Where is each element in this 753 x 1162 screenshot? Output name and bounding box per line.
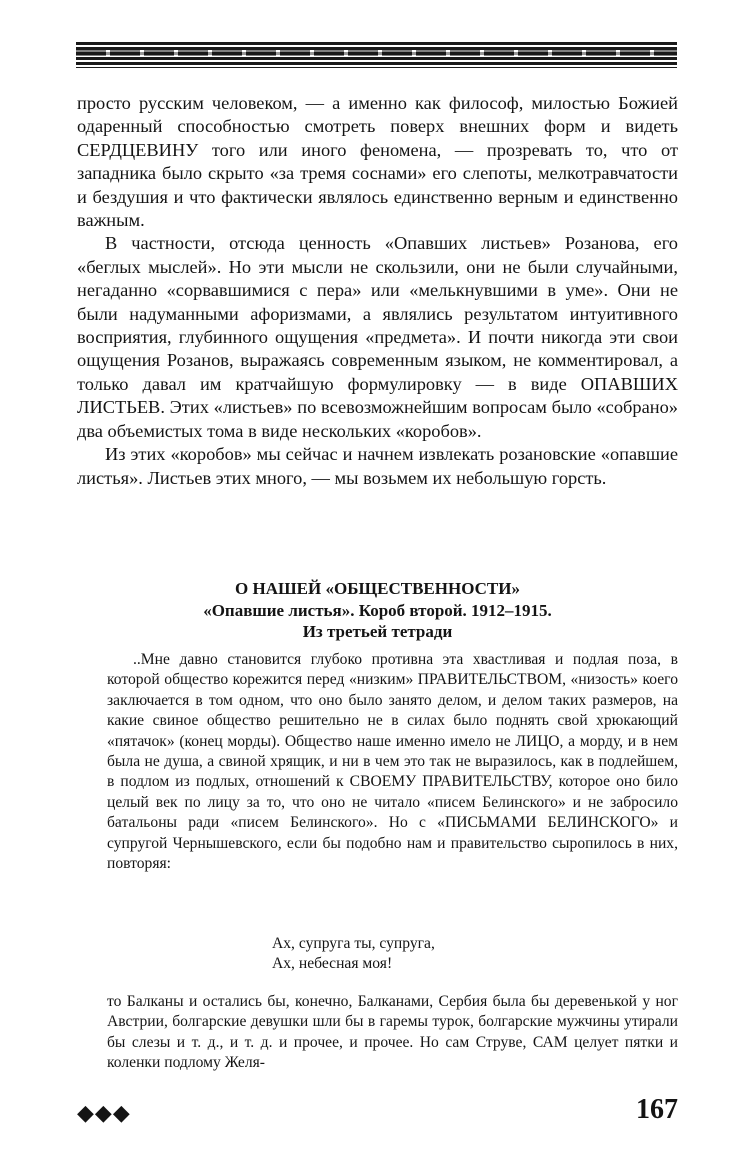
section-source: «Опавшие листья». Короб второй. 1912–1915. [203, 600, 552, 620]
paragraph: Из этих «коробов» мы сейчас и начнем извлекать розановские «опавшие листья». Листьев этих много, — мы возьмем их небольшую горсть. [77, 444, 678, 488]
quote-continuation [107, 992, 678, 1074]
paragraph: В частности, отсюда ценность «Опавших листьев» Розанова, его «беглых мыслей». Но эти мысли не скользили, они не были случайными, негаданно «сорвавшимися с пера» или «мелькнувшими в уме». Они не были надуманными афоризмами, а являлись результатом интуитивного восприятия, глубинного ощущения «предмета». И почти никогда эти свои ощущения Розанов, выражаясь современным языком, не комментировал, а только давал им кратчайшую формулировку — в виде ОПАВШИХ ЛИСТЬЕВ. Этих «листьев» по всевозможнейшим вопросам было «собрано» два объемистых тома в виде нескольких «коробов». [77, 233, 678, 441]
section-title: О НАШЕЙ «ОБЩЕСТВЕННОСТИ» [235, 579, 520, 598]
paragraph: просто русским человеком, — а именно как философ, милостью Божией одаренный способностью смотреть поверх внешних форм и видеть СЕРДЦЕВИНУ того или иного феномена, — прозревать то, что от западника было скрыто «за тремя соснами» его слепоты, мелкотравчатости и бездушия и что фактически являлось единственно верным и единственно важным. [77, 93, 678, 231]
main-text [77, 92, 678, 490]
section-notebook: Из третьей тетради [302, 622, 453, 641]
page-number: 167 [636, 1094, 678, 1125]
quote-paragraph: то Балканы и остались бы, конечно, Балканами, Сербия была бы деревенькой у ног Австрии, болгарские девушки шли бы в гаремы турок, болгарские мужчины утирали бы слезы и т. д., и т. д. и прочее, и прочее. Но сам Струве, САМ целует пятки и коленки подлому Желя- [107, 993, 678, 1072]
verse-line: Ах, супруга ты, супруга, [272, 935, 435, 952]
quote-paragraph: ..Мне давно становится глубоко противна эта хвастливая и подлая поза, в которой общество корежится перед «низким» ПРАВИТЕЛЬСТВОМ, «низость» коего заключается в том одном, что оно было занято делом, и делом таких размеров, на какие свиное общество решительно не в силах было поднять свой хрюкающий «пятачок» (конец морды). Общество наше именно имело не ЛИЦО, а морду, и в нем была не душа, а свиной хрящик, и ни в чем это так не выразилось, как в подлейшем, в подлом из подлых, отношений к СВОЕМУ ПРАВИТЕЛЬСТВУ, которое оно било целый век по лицу за то, что оно не читало «писем Белинского» и не забросило батальоны ради «писем Белинского». Но с «ПИСЬМАМИ БЕЛИНСКОГО» и супругой Чернышевского, если бы подобно нам и правительство сыропилось в них, повторяя: [107, 651, 678, 873]
diamond-ornament-icon: ◆◆◆ [77, 1100, 131, 1125]
quote-block [107, 650, 678, 874]
header-rule [76, 42, 677, 68]
section-heading [77, 578, 678, 643]
verse [272, 934, 435, 975]
verse-line: Ах, небесная моя! [272, 955, 393, 973]
